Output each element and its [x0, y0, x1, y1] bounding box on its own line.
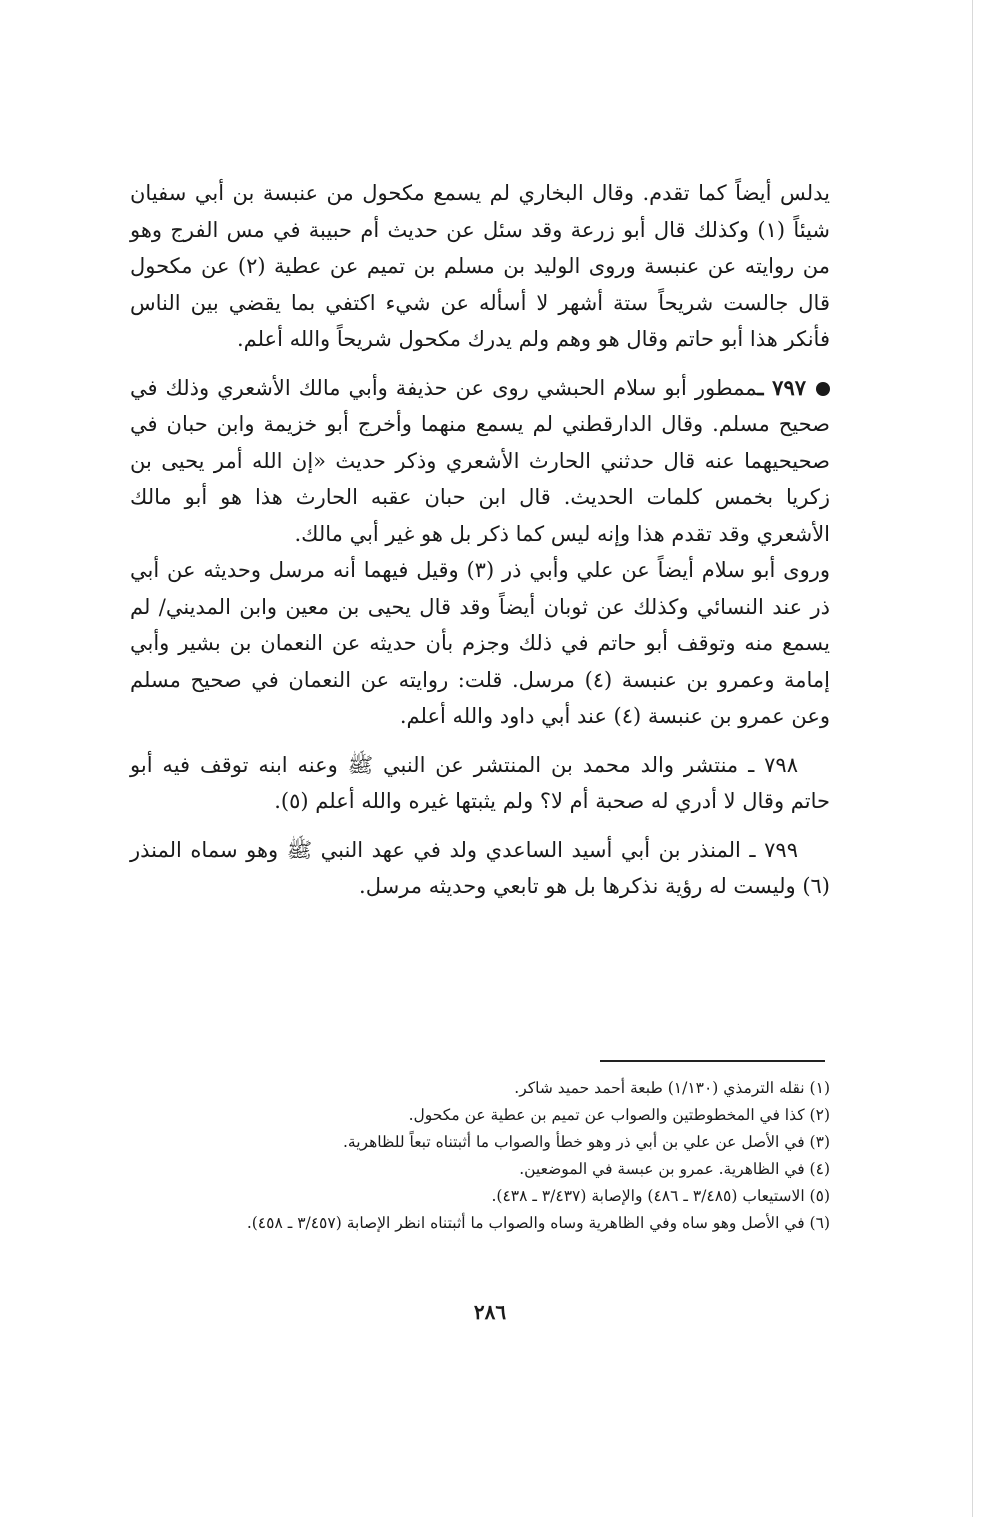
footnote-divider — [600, 1060, 825, 1062]
bullet-icon — [816, 382, 830, 396]
footnote-4: (٤) في الظاهرية. عمرو بن عبسة في الموضعين. — [519, 1160, 830, 1178]
footnote-5: (٥) الاستيعاب (٣/٤٨٥ ـ ٤٨٦) والإصابة (٣/٤٣٧ ـ ٤٣٨). — [491, 1187, 830, 1205]
main-text — [130, 175, 830, 905]
footnote-1: (١) نقله الترمذي (١/١٣٠) طبعة أحمد حميد شاكر. — [514, 1079, 830, 1097]
footnote-2: (٢) كذا في المخطوطتين والصواب عن تميم بن عطية عن مكحول. — [408, 1106, 830, 1124]
scan-edge-line — [972, 0, 973, 1517]
entry-797-text: ممطور أبو سلام الحبشي روى عن حذيفة وأبي مالك الأشعري وذلك في صحيح مسلم. وقال الدارقطني لم يسمع منهما وأخرج أبو خزيمة وابن حبان في صحيحيهما عنه قال حدثني الحارث الأشعري وذكر حديث «إن الله أمر يحيى بن زكريا بخمس كلمات الحديث. قال ابن حبان عقبه الحارث هذا هو أبو مالك الأشعري وقد تقدم هذا وإنه ليس كما ذكر بل هو غير أبي مالك. — [130, 375, 830, 546]
page-number: ٢٨٦ — [473, 1300, 507, 1324]
footnote-3: (٣) في الأصل عن علي بن أبي ذر وهو خطأ والصواب ما أثبتناه تبعاً للظاهرية. — [342, 1133, 830, 1151]
entry-number-797: ٧٩٧ ـ — [757, 374, 807, 400]
paragraph-798: ٧٩٨ ـ منتشر والد محمد بن المنتشر عن النبي ﷺ وعنه ابنه توقف فيه أبو حاتم وقال لا أدري له صحبة أم لا؟ ولم يثبتها غيره والله أعلم (٥). — [130, 752, 830, 813]
paragraph-1: يدلس أيضاً كما تقدم. وقال البخاري لم يسمع مكحول من عنبسة بن أبي سفيان شيئاً (١) وكذلك قال أبو زرعة وقد سئل عن حديث أم حبيبة في مس الفرج وهو من روايته عن عنبسة وروى الوليد بن مسلم بن تميم عن عطية (٢) عن مكحول قال جالست شريحاً ستة أشهر لا أسأله عن شيء اكتفي بما يقضي بين الناس فأنكر هذا أبو حاتم وقال هو وهم ولم يدرك مكحول شريحاً والله أعلم. — [130, 181, 830, 351]
paragraph-799: ٧٩٩ ـ المنذر بن أبي أسيد الساعدي ولد في عهد النبي ﷺ وهو سماه المنذر (٦) وليست له رؤية نذكرها بل هو تابعي وحديثه مرسل. — [130, 837, 830, 898]
footnotes — [130, 1075, 830, 1237]
paragraph-797 — [130, 370, 830, 553]
paragraph-3: وروى أبو سلام أيضاً عن علي وأبي ذر (٣) وقيل فيهما أنه مرسل وحديثه عن أبي ذر عند النسائي وكذلك عن ثوبان أيضاً وقد قال يحيى بن معين وابن المديني/ لم يسمع منه وتوقف أبو حاتم في ذلك وجزم بأن حديثه عن النعمان بن بشير وأبي إمامة وعمرو بن عنبسة (٤) مرسل. قلت: روايته عن النعمان في صحيح مسلم وعن عمرو بن عنبسة (٤) عند أبي داود والله أعلم. — [130, 558, 831, 728]
footnote-6: (٦) في الأصل وهو ساه وفي الظاهرية وساه والصواب ما أثبتناه انظر الإصابة (٣/٤٥٧ ـ ٤٥٨). — [246, 1214, 830, 1232]
